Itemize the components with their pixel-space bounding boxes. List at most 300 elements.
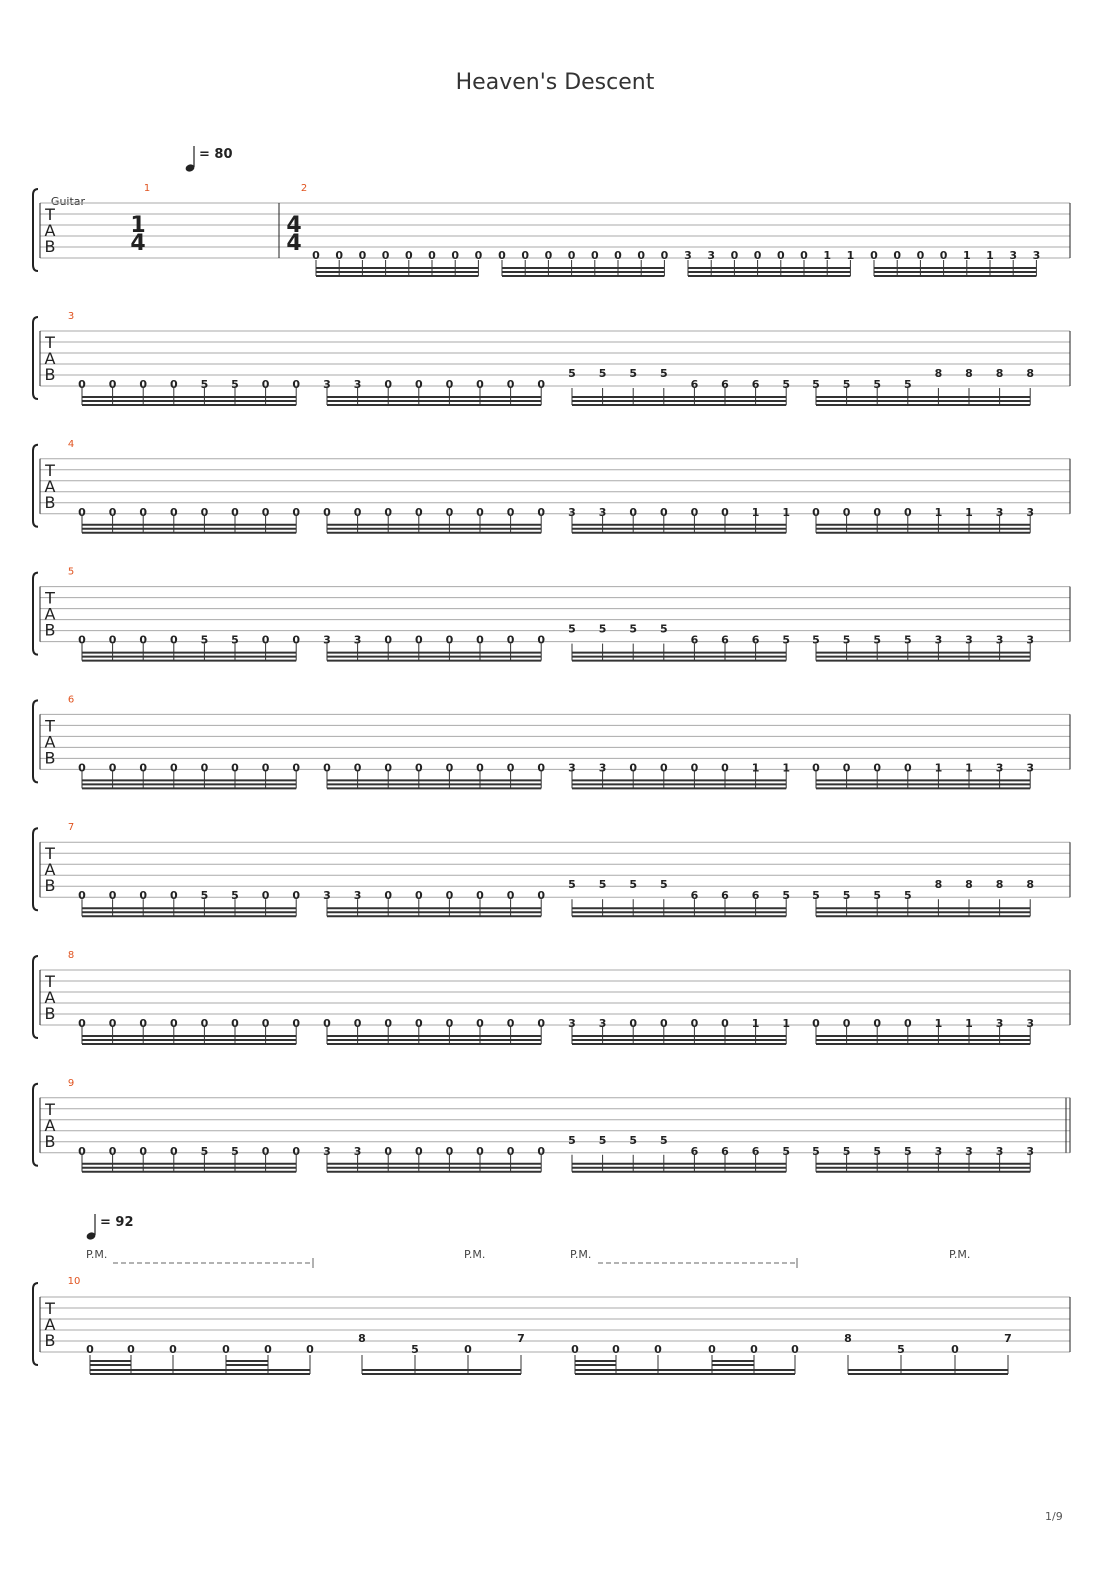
fret-number: 0 <box>571 1343 579 1356</box>
fret-number: 5 <box>842 889 851 903</box>
fret-number: 0 <box>292 505 301 519</box>
fret-number: 0 <box>537 889 546 903</box>
song-title: Heaven's Descent <box>455 70 655 95</box>
fret-number: 0 <box>567 249 576 262</box>
tab-clef-b: B <box>44 237 56 256</box>
fret-number: 3 <box>353 633 362 647</box>
instrument-label: Guitar <box>50 195 86 208</box>
fret-number: 0 <box>842 761 851 775</box>
fret-number: 3 <box>598 761 607 775</box>
fret-number: 0 <box>139 761 148 775</box>
fret-number: 5 <box>568 1133 576 1147</box>
fret-number: 0 <box>629 761 638 775</box>
fret-number: 5 <box>659 1133 668 1147</box>
fret-number: 0 <box>292 889 301 903</box>
fret-number: 3 <box>965 1144 973 1158</box>
fret-number: 0 <box>445 761 454 775</box>
staff-4-bracket <box>33 573 38 655</box>
fret-number: 0 <box>108 1017 117 1030</box>
fret-number: 0 <box>654 1343 662 1356</box>
fret-number: 0 <box>108 378 117 391</box>
fret-number: 0 <box>108 633 117 647</box>
fret-number: 0 <box>292 633 301 647</box>
fret-number: 0 <box>384 505 393 519</box>
fret-number: 0 <box>721 761 729 775</box>
fret-number: 0 <box>169 761 178 775</box>
fret-number: 0 <box>506 505 515 519</box>
tempo-marking: = 92 <box>100 1215 134 1230</box>
page-indicator: 1/9 <box>1045 1510 1063 1523</box>
time-signature-top: 1 <box>130 213 146 238</box>
fret-number: 5 <box>873 889 882 903</box>
fret-number: 6 <box>690 378 699 391</box>
fret-number: 0 <box>414 1017 423 1030</box>
fret-number: 0 <box>537 761 546 775</box>
staff-7-bracket <box>33 956 38 1038</box>
measure-number: 4 <box>67 438 75 450</box>
fret-number: 5 <box>812 1144 820 1158</box>
fret-number: 0 <box>78 378 86 391</box>
fret-number: 0 <box>916 249 925 262</box>
fret-number: 0 <box>873 505 882 519</box>
fret-number: 0 <box>169 889 178 903</box>
fret-number: 8 <box>965 878 973 892</box>
fret-number: 0 <box>323 761 331 775</box>
measure-number: 8 <box>67 950 75 961</box>
fret-number: 0 <box>292 378 301 391</box>
fret-number: 5 <box>659 878 668 892</box>
fret-number: 5 <box>231 633 239 647</box>
fret-number: 6 <box>721 1144 729 1158</box>
fret-number: 1 <box>751 505 760 519</box>
fret-number: 0 <box>445 1144 454 1158</box>
fret-number: 3 <box>995 633 1004 647</box>
fret-number: 1 <box>782 1017 791 1030</box>
fret-number: 0 <box>108 1144 117 1158</box>
fret-number: 5 <box>873 1144 882 1158</box>
fret-number: 0 <box>800 249 808 262</box>
fret-number: 1 <box>986 249 994 262</box>
fret-number: 0 <box>708 1343 716 1356</box>
tab-clef-t: T <box>45 844 55 864</box>
tab-clef-b: B <box>44 1131 56 1151</box>
fret-number: 3 <box>1026 633 1035 647</box>
fret-number: 0 <box>384 378 393 391</box>
fret-number: 0 <box>476 1144 484 1158</box>
fret-number: 0 <box>812 761 820 775</box>
fret-number: 0 <box>893 249 902 262</box>
fret-number: 3 <box>934 1144 943 1158</box>
tab-clef-t: T <box>45 716 55 736</box>
fret-number: 3 <box>568 1017 576 1030</box>
fret-number: 0 <box>951 1343 959 1356</box>
fret-number: 0 <box>414 889 423 903</box>
fret-number: 0 <box>873 761 882 775</box>
fret-number: 3 <box>323 889 331 903</box>
fret-number: 0 <box>169 1017 178 1030</box>
fret-number: 0 <box>306 1343 314 1356</box>
fret-number: 0 <box>78 505 86 519</box>
fret-number: 0 <box>353 1017 362 1030</box>
fret-number: 0 <box>474 249 483 262</box>
fret-number: 0 <box>169 1144 178 1158</box>
fret-number: 5 <box>231 889 239 903</box>
fret-number: 5 <box>629 878 638 892</box>
fret-number: 5 <box>782 378 791 391</box>
tab-clef-b: B <box>44 876 56 896</box>
tempo-marking: = 80 <box>199 147 233 162</box>
palm-mute-label: P.M. <box>949 1248 971 1261</box>
fret-number: 0 <box>139 378 148 391</box>
fret-number: 0 <box>231 505 239 519</box>
fret-number: 8 <box>995 878 1004 892</box>
fret-number: 0 <box>812 1017 820 1030</box>
fret-number: 0 <box>659 1017 668 1030</box>
fret-number: 5 <box>598 367 607 380</box>
fret-number: 7 <box>517 1332 525 1345</box>
fret-number: 3 <box>323 633 331 647</box>
tab-clef-a: A <box>44 860 56 880</box>
fret-number: 0 <box>629 1017 638 1030</box>
fret-number: 0 <box>544 249 553 262</box>
fret-number: 8 <box>1026 878 1035 892</box>
fret-number: 5 <box>782 633 791 647</box>
fret-number: 3 <box>353 889 362 903</box>
fret-number: 0 <box>476 889 484 903</box>
fret-number: 0 <box>476 633 484 647</box>
fret-number: 0 <box>842 505 851 519</box>
fret-number: 0 <box>537 1017 546 1030</box>
fret-number: 0 <box>414 1144 423 1158</box>
fret-number: 1 <box>965 761 973 775</box>
fret-number: 6 <box>721 889 729 903</box>
fret-number: 3 <box>353 378 362 391</box>
fret-number: 1 <box>751 761 760 775</box>
fret-number: 1 <box>934 1017 943 1030</box>
fret-number: 5 <box>873 378 882 391</box>
staff-3-bracket <box>33 445 38 527</box>
fret-number: 0 <box>231 761 239 775</box>
fret-number: 1 <box>782 505 791 519</box>
fret-number: 0 <box>750 1343 758 1356</box>
fret-number: 1 <box>934 505 943 519</box>
fret-number: 0 <box>353 505 362 519</box>
fret-number: 0 <box>721 505 729 519</box>
fret-number: 0 <box>384 1144 393 1158</box>
tab-clef-a: A <box>44 604 56 624</box>
fret-number: 8 <box>844 1332 852 1345</box>
tab-clef-b: B <box>44 748 56 768</box>
staff-5-bracket <box>33 700 38 782</box>
fret-number: 5 <box>200 1144 209 1158</box>
fret-number: 5 <box>782 889 791 903</box>
fret-number: 0 <box>139 1144 148 1158</box>
fret-number: 0 <box>903 1017 912 1030</box>
fret-number: 0 <box>78 889 86 903</box>
fret-number: 0 <box>476 505 484 519</box>
fret-number: 0 <box>870 249 878 262</box>
fret-number: 0 <box>506 889 515 903</box>
fret-number: 7 <box>1004 1332 1012 1345</box>
fret-number: 0 <box>506 1144 515 1158</box>
fret-number: 0 <box>384 1017 393 1030</box>
fret-number: 0 <box>169 378 178 391</box>
fret-number: 0 <box>445 378 454 391</box>
fret-number: 3 <box>1032 249 1041 262</box>
fret-number: 0 <box>753 249 762 262</box>
fret-number: 5 <box>568 367 576 380</box>
measure-number: 2 <box>300 183 308 194</box>
fret-number: 0 <box>169 505 178 519</box>
fret-number: 5 <box>903 1144 912 1158</box>
fret-number: 5 <box>842 633 851 647</box>
fret-number: 0 <box>690 761 699 775</box>
fret-number: 0 <box>384 761 393 775</box>
fret-number: 0 <box>445 1017 454 1030</box>
fret-number: 0 <box>414 378 423 391</box>
measure-number: 3 <box>67 311 75 322</box>
fret-number: 0 <box>903 761 912 775</box>
fret-number: 1 <box>934 761 943 775</box>
fret-number: 0 <box>78 1144 86 1158</box>
fret-number: 0 <box>637 249 646 262</box>
fret-number: 5 <box>903 378 912 391</box>
fret-number: 8 <box>934 878 943 892</box>
fret-number: 0 <box>537 1144 546 1158</box>
fret-number: 0 <box>200 761 209 775</box>
tab-clef-b: B <box>44 620 56 640</box>
fret-number: 0 <box>842 1017 851 1030</box>
fret-number: 0 <box>537 378 546 391</box>
fret-number: 0 <box>939 249 948 262</box>
fret-number: 0 <box>292 1017 301 1030</box>
fret-number: 5 <box>659 622 668 636</box>
fret-number: 5 <box>598 878 607 892</box>
palm-mute-label: P.M. <box>464 1248 486 1261</box>
fret-number: 0 <box>690 505 699 519</box>
fret-number: 6 <box>751 378 760 391</box>
fret-number: 0 <box>139 505 148 519</box>
tab-clef-a: A <box>44 349 56 368</box>
time-signature-top: 4 <box>286 213 302 238</box>
fret-number: 5 <box>598 1133 607 1147</box>
fret-number: 3 <box>995 1017 1004 1030</box>
fret-number: 6 <box>751 1144 760 1158</box>
tab-clef-t: T <box>45 1299 55 1318</box>
fret-number: 0 <box>323 505 331 519</box>
tab-clef-t: T <box>45 588 55 608</box>
fret-number: 5 <box>903 633 912 647</box>
fret-number: 3 <box>1026 505 1035 519</box>
fret-number: 0 <box>521 249 530 262</box>
fret-number: 0 <box>659 505 668 519</box>
fret-number: 3 <box>598 505 607 519</box>
fret-number: 1 <box>782 761 791 775</box>
fret-number: 0 <box>690 1017 699 1030</box>
fret-number: 0 <box>169 1343 177 1356</box>
fret-number: 5 <box>200 889 209 903</box>
fret-number: 0 <box>222 1343 230 1356</box>
staff-2-bracket <box>33 317 38 399</box>
fret-number: 5 <box>812 378 820 391</box>
tab-clef-b: B <box>44 1004 56 1023</box>
fret-number: 0 <box>86 1343 94 1356</box>
fret-number: 0 <box>78 1017 86 1030</box>
fret-number: 5 <box>842 1144 851 1158</box>
fret-number: 1 <box>965 505 973 519</box>
fret-number: 6 <box>751 633 760 647</box>
fret-number: 0 <box>200 505 209 519</box>
fret-number: 0 <box>261 889 270 903</box>
fret-number: 3 <box>1026 761 1035 775</box>
tab-clef-a: A <box>44 1115 56 1135</box>
fret-number: 0 <box>108 505 117 519</box>
fret-number: 0 <box>873 1017 882 1030</box>
fret-number: 0 <box>776 249 785 262</box>
fret-number: 5 <box>200 378 209 391</box>
fret-number: 0 <box>127 1343 135 1356</box>
fret-number: 1 <box>846 249 855 262</box>
fret-number: 6 <box>721 378 729 391</box>
tab-clef-a: A <box>44 1315 56 1334</box>
fret-number: 3 <box>995 761 1004 775</box>
fret-number: 3 <box>684 249 692 262</box>
fret-number: 8 <box>934 367 943 380</box>
tab-clef-a: A <box>44 732 56 752</box>
fret-number: 0 <box>381 249 390 262</box>
tab-clef-t: T <box>45 333 55 352</box>
palm-mute-label: P.M. <box>86 1248 108 1261</box>
fret-number: 5 <box>568 878 576 892</box>
fret-number: 0 <box>464 1343 472 1356</box>
fret-number: 0 <box>414 633 423 647</box>
fret-number: 5 <box>598 622 607 636</box>
fret-number: 3 <box>965 633 973 647</box>
fret-number: 0 <box>721 1017 729 1030</box>
fret-number: 3 <box>568 505 576 519</box>
fret-number: 3 <box>1026 1017 1035 1030</box>
fret-number: 5 <box>897 1343 905 1356</box>
fret-number: 0 <box>445 505 454 519</box>
measure-number: 5 <box>67 566 75 578</box>
fret-number: 0 <box>445 889 454 903</box>
fret-number: 6 <box>751 889 760 903</box>
fret-number: 0 <box>292 761 301 775</box>
fret-number: 8 <box>995 367 1004 380</box>
fret-number: 0 <box>506 633 515 647</box>
fret-number: 0 <box>506 378 515 391</box>
tab-clef-a: A <box>44 988 56 1007</box>
fret-number: 0 <box>358 249 367 262</box>
fret-number: 3 <box>1009 249 1018 262</box>
fret-number: 0 <box>384 633 393 647</box>
fret-number: 0 <box>660 249 669 262</box>
tab-clef-t: T <box>45 972 55 991</box>
fret-number: 0 <box>108 889 117 903</box>
fret-number: 0 <box>231 1017 239 1030</box>
fret-number: 0 <box>791 1343 799 1356</box>
tab-clef-a: A <box>44 221 56 240</box>
staff-1-bracket <box>33 189 38 271</box>
fret-number: 0 <box>476 1017 484 1030</box>
fret-number: 3 <box>934 633 943 647</box>
fret-number: 5 <box>903 889 912 903</box>
fret-number: 0 <box>200 1017 209 1030</box>
fret-number: 1 <box>823 249 832 262</box>
fret-number: 5 <box>231 1144 239 1158</box>
fret-number: 1 <box>965 1017 973 1030</box>
staff-8-bracket <box>33 1084 38 1166</box>
fret-number: 0 <box>261 1017 270 1030</box>
measure-number: 9 <box>67 1077 75 1089</box>
fret-number: 0 <box>506 1017 515 1030</box>
fret-number: 6 <box>721 633 729 647</box>
fret-number: 0 <box>903 505 912 519</box>
time-signature-bottom: 4 <box>130 231 146 256</box>
measure-number: 6 <box>67 694 75 706</box>
fret-number: 0 <box>323 1017 331 1030</box>
fret-number: 0 <box>261 1144 270 1158</box>
fret-number: 8 <box>358 1332 366 1345</box>
fret-number: 5 <box>659 367 668 380</box>
fret-number: 3 <box>598 1017 607 1030</box>
fret-number: 0 <box>261 761 270 775</box>
fret-number: 8 <box>1026 367 1035 380</box>
fret-number: 0 <box>312 249 320 262</box>
fret-number: 0 <box>139 1017 148 1030</box>
fret-number: 3 <box>995 505 1004 519</box>
fret-number: 5 <box>842 378 851 391</box>
fret-number: 0 <box>261 378 270 391</box>
fret-number: 0 <box>730 249 739 262</box>
fret-number: 0 <box>261 633 270 647</box>
fret-number: 3 <box>568 761 576 775</box>
fret-number: 0 <box>812 505 820 519</box>
tab-clef-b: B <box>44 1331 56 1350</box>
measure-number: 7 <box>67 822 75 834</box>
fret-number: 5 <box>812 889 820 903</box>
fret-number: 0 <box>537 633 546 647</box>
fret-number: 6 <box>690 889 699 903</box>
fret-number: 0 <box>139 889 148 903</box>
fret-number: 5 <box>629 367 638 380</box>
fret-number: 0 <box>612 1343 620 1356</box>
staff-10-bracket <box>33 1283 38 1365</box>
fret-number: 0 <box>614 249 622 262</box>
tab-clef-b: B <box>44 365 56 384</box>
fret-number: 5 <box>782 1144 791 1158</box>
fret-number: 0 <box>428 249 436 262</box>
fret-number: 6 <box>690 633 699 647</box>
fret-number: 3 <box>995 1144 1004 1158</box>
fret-number: 0 <box>629 505 638 519</box>
tab-clef-t: T <box>45 205 55 224</box>
fret-number: 3 <box>323 378 331 391</box>
fret-number: 3 <box>707 249 716 262</box>
fret-number: 1 <box>751 1017 760 1030</box>
fret-number: 5 <box>873 633 882 647</box>
fret-number: 3 <box>353 1144 362 1158</box>
tab-clef-b: B <box>44 492 56 512</box>
fret-number: 5 <box>411 1343 419 1356</box>
fret-number: 3 <box>1026 1144 1035 1158</box>
fret-number: 0 <box>659 761 668 775</box>
fret-number: 0 <box>506 761 515 775</box>
fret-number: 5 <box>200 633 209 647</box>
palm-mute-label: P.M. <box>570 1248 592 1261</box>
fret-number: 0 <box>445 633 454 647</box>
fret-number: 0 <box>476 378 484 391</box>
